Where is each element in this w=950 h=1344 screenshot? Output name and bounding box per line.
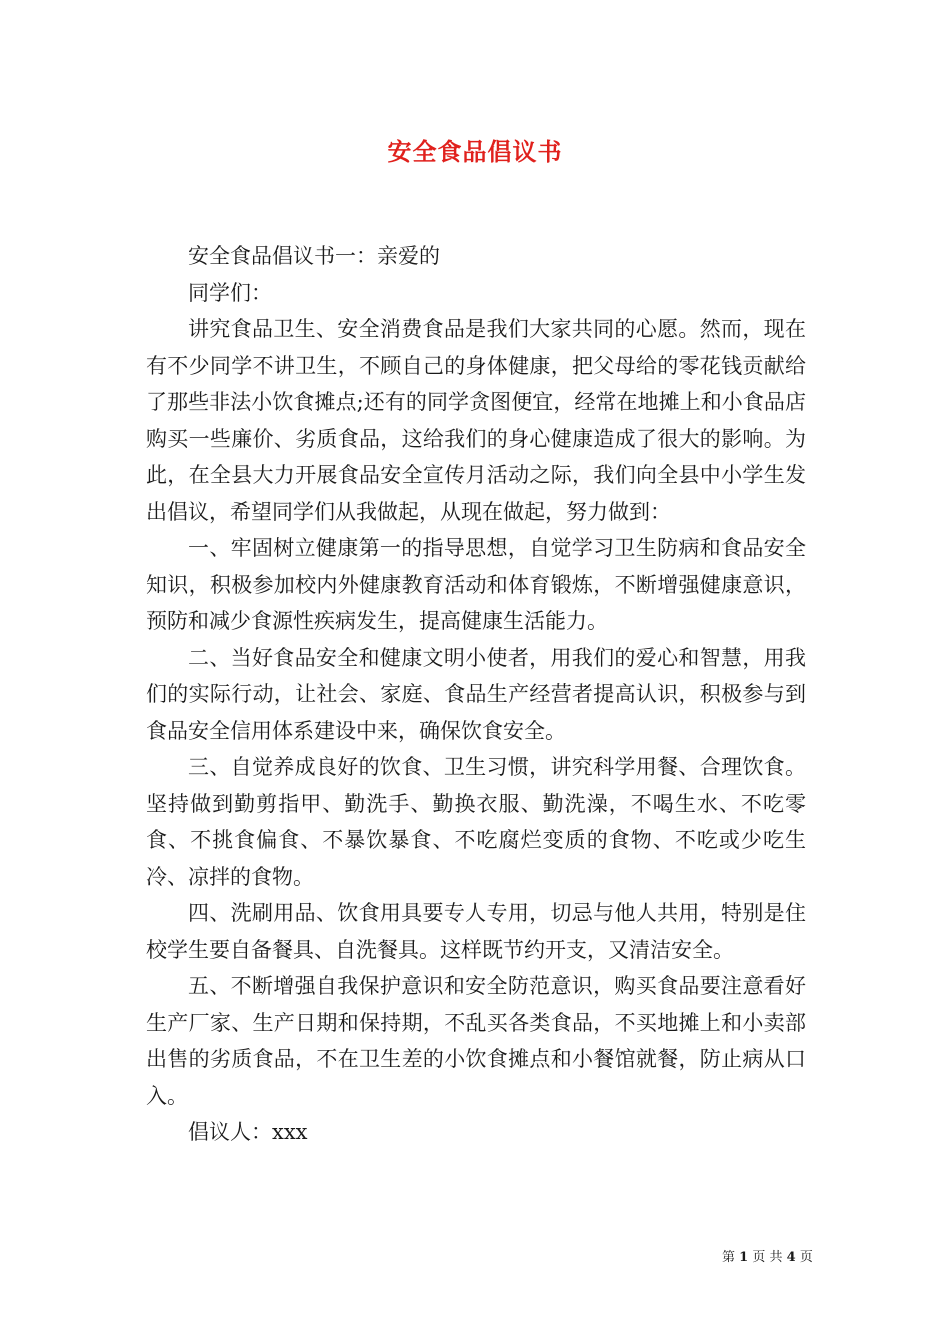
footer-prefix: 第: [722, 1250, 736, 1265]
document-title: 安全食品倡议书: [387, 138, 563, 166]
footer-middle: 页 共: [752, 1250, 783, 1265]
footer-total-pages: 4: [786, 1250, 796, 1265]
paragraph-item-5: 五、不断增强自我保护意识和安全防范意识，购买食品要注意看好生产厂家、生产日期和保持期，不乱买各类食品，不买地摊上和小卖部出售的劣质食品，不在卫生差的小饮食摊点和小餐馆就餐，防止病从口入。: [146, 974, 806, 1108]
paragraph-intro: 讲究食品卫生、安全消费食品是我们大家共同的心愿。然而，现在有不少同学不讲卫生，不顾自己的身体健康，把父母给的零花钱贡献给了那些非法小饮食摊点;还有的同学贪图便宜，经常在地摊上和小食品店购买一些廉价、劣质食品，这给我们的身心健康造成了很大的影响。为此，在全县大力开展食品安全宣传月活动之际，我们向全县中小学生发出倡议，希望同学们从我做起，从现在做起，努力做到：: [146, 317, 806, 524]
paragraph-item-4: 四、洗刷用品、饮食用具要专人专用，切忌与他人共用，特别是住校学生要自备餐具、自洗餐具。这样既节约开支，又清洁安全。: [146, 901, 806, 962]
paragraph-signature: 倡议人：xxx: [188, 1120, 308, 1144]
document-body: [146, 238, 806, 1151]
footer-suffix: 页: [799, 1250, 813, 1265]
paragraph-salutation: 同学们：: [188, 280, 272, 305]
footer-current-page: 1: [739, 1250, 749, 1265]
paragraph-item-3: 三、自觉养成良好的饮食、卫生习惯，讲究科学用餐、合理饮食。坚持做到勤剪指甲、勤洗手、勤换衣服、勤洗澡，不喝生水、不吃零食、不挑食偏食、不暴饮暴食、不吃腐烂变质的食物、不吃或少吃生冷、凉拌的食物。: [146, 755, 806, 889]
paragraph-item-2: 二、当好食品安全和健康文明小使者，用我们的爱心和智慧，用我们的实际行动，让社会、家庭、食品生产经营者提高认识，积极参与到食品安全信用体系建设中来，确保饮食安全。: [146, 645, 806, 743]
paragraph-item-1: 一、牢固树立健康第一的指导思想，自觉学习卫生防病和食品安全知识，积极参加校内外健康教育活动和体育锻炼，不断增强健康意识，预防和减少食源性疾病发生，提高健康生活能力。: [146, 536, 806, 633]
page-footer: [722, 1246, 813, 1265]
paragraph-greeting: 安全食品倡议书一：亲爱的: [188, 244, 440, 268]
